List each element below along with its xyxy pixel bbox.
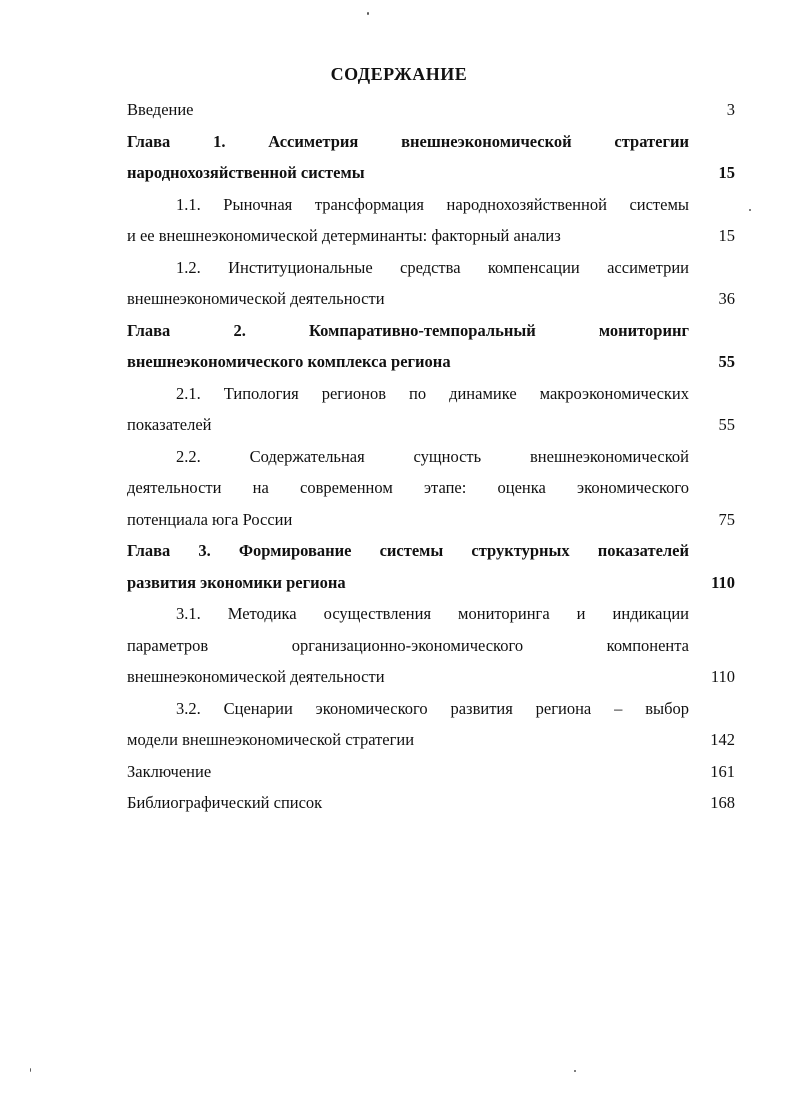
toc-chapter-3-line-1	[127, 535, 735, 567]
toc-section-1-1-line-2	[127, 220, 735, 252]
toc-chapter-3-line-2	[127, 567, 735, 599]
toc-chapter-1-line-2	[127, 157, 735, 189]
toc-entry-intro	[127, 94, 735, 126]
toc-entry-text: 3.1. Методика осуществления мониторинга и индикации	[176, 604, 689, 623]
toc-section-2-2-line-2	[127, 472, 735, 504]
toc-section-2-2-line-1	[127, 441, 735, 473]
toc-entry-text: 1.1. Рыночная трансформация народнохозяйственной системы	[176, 194, 689, 214]
toc-entry-text: внешнеэкономической деятельности	[127, 289, 385, 308]
scan-speck	[749, 209, 751, 211]
page-title: СОДЕРЖАНИЕ	[330, 64, 468, 84]
toc-entry-text: развития экономики региона	[127, 572, 346, 592]
page-number: 161	[710, 761, 735, 781]
page-number: 110	[711, 572, 735, 592]
toc-chapter-1-line-1	[127, 126, 735, 158]
toc-section-2-1-line-2	[127, 409, 735, 441]
page-number: 75	[718, 509, 735, 529]
toc-section-3-2-line-1	[127, 693, 735, 725]
page-number: 142	[710, 730, 735, 749]
scan-speck	[574, 1070, 576, 1072]
toc-section-3-1-line-1	[127, 598, 735, 630]
page-number: 110	[710, 667, 735, 686]
toc-section-3-2-line-2	[127, 724, 735, 756]
page-number: 168	[710, 793, 735, 812]
toc-entry-text: Введение	[127, 100, 194, 119]
toc-entry-text: 3.2. Сценарии экономического развития региона – выбор	[176, 698, 689, 718]
toc-entry-text: внешнеэкономического комплекса региона	[127, 352, 451, 371]
toc-entry-text: параметров организационно-экономического компонента	[127, 635, 689, 655]
toc-chapter-2-line-1	[127, 315, 735, 347]
toc-entry-text: 2.2. Содержательная сущность внешнеэкономической	[176, 446, 689, 466]
page-number: 15	[718, 226, 735, 245]
toc-entry-text: Глава 1. Ассиметрия внешнеэкономической стратегии	[127, 131, 689, 151]
page-number: 3	[726, 100, 735, 119]
page-number: 55	[718, 415, 735, 434]
toc-section-3-1-line-2	[127, 630, 735, 662]
toc-entry-text: внешнеэкономической деятельности	[127, 667, 385, 686]
toc-entry-text: народнохозяйственной системы	[127, 163, 365, 182]
page-number: 15	[718, 163, 735, 182]
toc-section-1-2-line-2	[127, 283, 735, 315]
toc-entry-text: модели внешнеэкономической стратегии	[127, 730, 415, 749]
toc-entry-text: Глава 3. Формирование системы структурных показателей	[127, 541, 689, 560]
toc-section-1-2-line-1	[127, 252, 735, 284]
toc-section-2-2-line-3	[127, 504, 735, 536]
toc-chapter-2-line-2	[127, 346, 735, 378]
table-of-contents	[127, 94, 735, 819]
toc-section-3-1-line-3	[127, 661, 735, 693]
toc-section-1-1-line-1	[127, 189, 735, 221]
toc-entry-text: потенциала юга России	[127, 509, 293, 529]
toc-entry-text: Заключение	[127, 761, 212, 781]
page-number: 36	[718, 289, 735, 308]
scan-speck	[30, 1068, 31, 1072]
toc-entry-text: показателей	[127, 415, 212, 434]
toc-entry-text: и ее внешнеэкономической детерминанты: факторный анализ	[127, 226, 561, 245]
toc-entry-text: Библиографический список	[127, 793, 323, 812]
toc-entry-text: Глава 2. Компаративно-темпоральный мониторинг	[127, 320, 689, 340]
toc-section-2-1-line-1	[127, 378, 735, 410]
toc-entry-conclusion	[127, 756, 735, 788]
toc-entry-bibliography	[127, 787, 735, 819]
toc-entry-text: 2.1. Типология регионов по динамике макроэкономических	[176, 383, 689, 403]
toc-entry-text: 1.2. Институциональные средства компенсации ассиметрии	[176, 257, 689, 277]
scan-speck	[367, 12, 369, 15]
toc-entry-text: деятельности на современном этапе: оценка экономического	[127, 478, 689, 497]
page-number: 55	[718, 352, 735, 371]
